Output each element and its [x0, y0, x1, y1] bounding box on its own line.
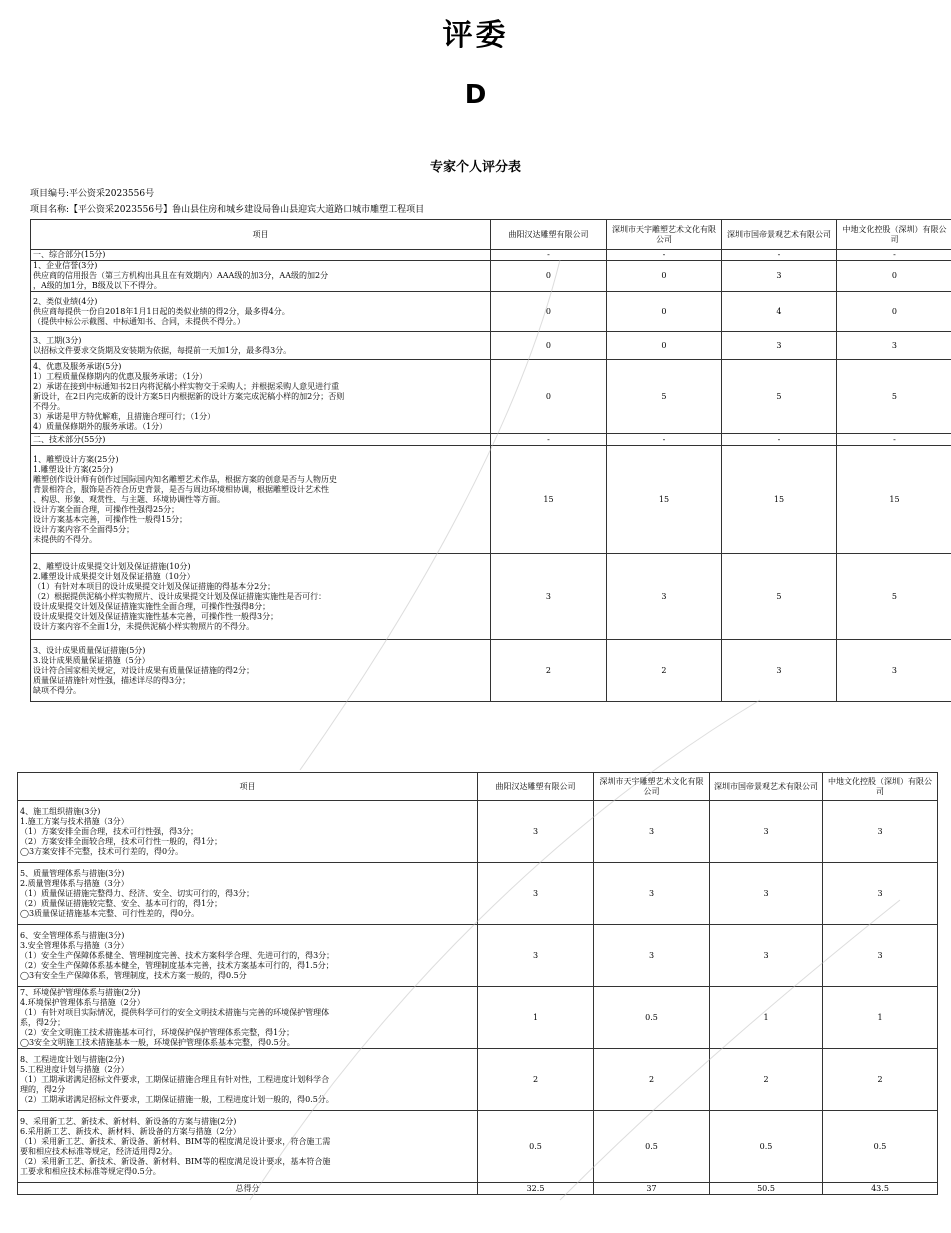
score-cell-bidder-3: 0.5 — [710, 1111, 823, 1183]
score-cell-bidder-3: 3 — [721, 640, 836, 702]
score-cell-bidder-2: 5 — [606, 360, 721, 434]
score-cell-bidder-1: 0 — [490, 292, 606, 332]
score-cell-bidder-3: 3 — [710, 925, 823, 987]
project-number: 项目编号:平公资采2023556号 — [30, 189, 155, 199]
t2-row — [18, 987, 938, 1049]
criteria-cell — [31, 434, 491, 446]
criteria-line: 新设计，在2日内完成新的设计方案5日内根据新的设计方案完成泥稿小样的加2分；否则 — [33, 391, 345, 401]
criteria-line: （1）有针对本项目的设计成果提交计划及保证措施的得基本分2分； — [33, 581, 276, 591]
score-cell-bidder-2: 3 — [606, 554, 721, 640]
score-cell-bidder-3: 5 — [721, 554, 836, 640]
criteria-line: （2）质量保证措施较完整、安全、基本可行的，得1分； — [20, 898, 223, 908]
score-cell-bidder-4: 3 — [823, 863, 938, 925]
criteria-line: （2）工期承诺满足招标文件要求，工期保证措施一般，工程进度计划一般的，得0.5分。 — [20, 1094, 334, 1104]
header-bidder-3: 深圳市国帝景观艺术有限公司 — [721, 220, 836, 250]
score-cell-bidder-1: 1 — [478, 987, 594, 1049]
criteria-line: 8、工程进度计划与措施(2分) — [20, 1054, 125, 1064]
criteria-line: 3）承诺是甲方特优解难，且措施合理可行；（1分） — [33, 411, 216, 421]
criteria-line: 5、质量管理体系与措施(3分) — [20, 868, 125, 878]
header-bidder-4: 中地文化控股（深圳）有限公司 — [836, 220, 951, 250]
score-cell-bidder-3: 15 — [721, 446, 836, 554]
header-item: 项目 — [18, 773, 478, 801]
score-cell-bidder-2: - — [606, 250, 721, 261]
score-cell-bidder-3: 50.5 — [710, 1183, 823, 1195]
score-cell-bidder-4: 15 — [836, 446, 951, 554]
criteria-line: 4、施工组织措施(3分) — [20, 806, 101, 816]
criteria-line: ◯3质量保证措施基本完整、可行性差的，得0分。 — [20, 908, 200, 918]
score-cell-bidder-2: - — [606, 434, 721, 446]
score-cell-bidder-1: 2 — [478, 1049, 594, 1111]
score-cell-bidder-1: 0 — [490, 360, 606, 434]
criteria-line: 3、工期(3分) — [33, 335, 82, 345]
criteria-cell — [18, 1049, 478, 1111]
criteria-line: 7、环境保护管理体系与措施(2分) — [20, 987, 141, 997]
criteria-line: 3.安全管理体系与措施（3分） — [20, 940, 129, 950]
score-cell-bidder-2: 2 — [606, 640, 721, 702]
criteria-cell — [31, 446, 491, 554]
t1-row — [31, 640, 951, 702]
t2-row — [18, 863, 938, 925]
score-cell-bidder-2: 3 — [594, 925, 710, 987]
score-table-1 — [30, 219, 951, 702]
criteria-line: 供应商每提供一份自2018年1月1日起的类似业绩的得2分，最多得4分。 — [33, 306, 290, 316]
criteria-cell — [31, 332, 491, 360]
criteria-line: （2）安全生产保障体系基本健全，管理制度基本完善，技术方案基本可行的，得1.5分； — [20, 960, 334, 970]
score-cell-bidder-2: 15 — [606, 446, 721, 554]
score-cell-bidder-4: 3 — [836, 332, 951, 360]
criteria-line: 2）承诺在接到中标通知书2日内将泥稿小样实物交于采购人；并根据采购人意见进行重 — [33, 381, 340, 391]
criteria-line: 2.质量管理体系与措施（3分） — [20, 878, 129, 888]
criteria-line: 设计方案基本完善，可操作性一般得15分； — [33, 514, 188, 524]
criteria-line: 2、雕塑设计成果提交计划及保证措施(10分) — [33, 561, 191, 571]
criteria-line: 1.施工方案与技术措施（3分） — [20, 816, 129, 826]
score-cell-bidder-1: 32.5 — [478, 1183, 594, 1195]
score-cell-bidder-4: 2 — [823, 1049, 938, 1111]
score-cell-bidder-3: 1 — [710, 987, 823, 1049]
score-cell-bidder-4: - — [836, 434, 951, 446]
t2-row — [18, 1049, 938, 1111]
score-cell-bidder-1: 2 — [490, 640, 606, 702]
criteria-line: 要和相应技术标准等规定，经济适用得2分。 — [20, 1146, 178, 1156]
t2-row — [18, 801, 938, 863]
criteria-cell — [31, 250, 491, 261]
criteria-line: 2、类似业绩(4分) — [33, 296, 98, 306]
criteria-cell — [31, 640, 491, 702]
score-cell-bidder-1: 0 — [490, 332, 606, 360]
criteria-line: 工要求和相应技术标准等规定得0.5分。 — [20, 1166, 161, 1176]
criteria-line: 4、优惠及服务承诺(5分) — [33, 361, 122, 371]
criteria-line: 一、综合部分(15分) — [33, 250, 106, 259]
t1-row — [31, 332, 951, 360]
score-cell-bidder-2: 0 — [606, 332, 721, 360]
t1-row — [31, 292, 951, 332]
score-cell-bidder-4: 43.5 — [823, 1183, 938, 1195]
criteria-line: 6、安全管理体系与措施(3分) — [20, 930, 125, 940]
criteria-cell — [31, 360, 491, 434]
criteria-line: ◯3有安全生产保障体系，管理制度，技术方案一般的，得0.5分 — [20, 970, 247, 980]
criteria-line: 9、采用新工艺、新技术、新材料、新设备的方案与措施(2分) — [20, 1116, 237, 1126]
score-cell-bidder-3: - — [721, 434, 836, 446]
criteria-cell — [18, 987, 478, 1049]
score-cell-bidder-1: - — [490, 434, 606, 446]
criteria-cell — [18, 1183, 478, 1195]
criteria-line: （2）根据提供泥稿小样实物照片、设计成果提交计划及保证措施实施性是否可行： — [33, 591, 327, 601]
t1-row — [31, 434, 951, 446]
criteria-line: 1.雕塑设计方案(25分) — [33, 464, 114, 474]
criteria-cell — [18, 801, 478, 863]
criteria-line: （1）方案安排全面合理，技术可行性强，得3分； — [20, 826, 199, 836]
score-cell-bidder-4: 3 — [823, 925, 938, 987]
header-item: 项目 — [31, 220, 491, 250]
score-cell-bidder-3: - — [721, 250, 836, 261]
score-cell-bidder-4: 0 — [836, 261, 951, 292]
criteria-line: （2）采用新工艺、新技术、新设备、新材料、BIM等的程度满足设计要求，基本符合施 — [20, 1156, 331, 1166]
criteria-line: 供应商的信用报告（第三方机构出具且在有效期内）AAA级的加3分，AA级的加2分 — [33, 271, 329, 280]
criteria-line: 设计成果提交计划及保证措施实施性全面合理，可操作性强得8分； — [33, 601, 271, 611]
score-cell-bidder-3: 3 — [721, 332, 836, 360]
criteria-cell — [31, 261, 491, 292]
score-cell-bidder-3: 3 — [710, 801, 823, 863]
score-cell-bidder-3: 4 — [721, 292, 836, 332]
score-cell-bidder-3: 3 — [721, 261, 836, 292]
criteria-line: 系，得2分； — [20, 1017, 66, 1027]
criteria-line: ，A级的加1分，B级及以下不得分。 — [33, 281, 162, 290]
t2-row — [18, 1183, 938, 1195]
criteria-line: 1、雕塑设计方案(25分) — [33, 454, 119, 464]
score-cell-bidder-3: 3 — [710, 863, 823, 925]
criteria-line: 二、技术部分(55分) — [33, 434, 106, 444]
criteria-cell — [18, 1111, 478, 1183]
project-name: 项目名称:【平公资采2023556号】鲁山县住房和城乡建设局鲁山县迎宾大道路口城市雕塑工程项目 — [30, 205, 425, 215]
score-cell-bidder-4: 5 — [836, 360, 951, 434]
criteria-line: 设计方案全面合理，可操作性强得25分； — [33, 504, 180, 514]
criteria-cell — [31, 554, 491, 640]
criteria-line: （2）方案安排全面较合理，技术可行性一般的，得1分； — [20, 836, 223, 846]
criteria-line: 不得分。 — [33, 401, 65, 411]
criteria-line: 设计方案内容不全面1分，未提供泥稿小样实物照片的不得分。 — [33, 621, 255, 631]
score-cell-bidder-4: 0 — [836, 292, 951, 332]
score-cell-bidder-1: 0.5 — [478, 1111, 594, 1183]
header-bidder-3: 深圳市国帝景观艺术有限公司 — [710, 773, 823, 801]
criteria-line: 以招标文件要求交货期及安装期为依据，每提前一天加1分，最多得3分。 — [33, 345, 292, 355]
criteria-line: （1）安全生产保障体系健全、管理制度完善、技术方案科学合理、先进可行的，得3分； — [20, 950, 335, 960]
criteria-line: （提供中标公示截图、中标通知书、合同，未提供不得分。） — [33, 316, 245, 326]
criteria-line: 3、设计成果质量保证措施(5分) — [33, 645, 146, 655]
criteria-line: 2.雕塑设计成果提交计划及保证措施（10分） — [33, 571, 195, 581]
header-bidder-1: 曲阳汉达雕塑有限公司 — [478, 773, 594, 801]
score-cell-bidder-2: 0.5 — [594, 1111, 710, 1183]
criteria-cell — [18, 863, 478, 925]
score-cell-bidder-1: 3 — [478, 801, 594, 863]
score-cell-bidder-1: 0 — [490, 261, 606, 292]
score-cell-bidder-4: 0.5 — [823, 1111, 938, 1183]
criteria-line: （2）安全文明施工技术措施基本可行，环境保护保护管理体系完整，得1分； — [20, 1027, 295, 1037]
criteria-line: 4）质量保修期外的服务承诺。（1分） — [33, 421, 168, 431]
t1-row — [31, 554, 951, 640]
score-cell-bidder-4: 1 — [823, 987, 938, 1049]
score-cell-bidder-1: 3 — [478, 863, 594, 925]
criteria-line: 总得分 — [235, 1183, 260, 1193]
criteria-line: （1）工期承诺满足招标文件要求，工期保证措施合理且有针对性，工程进度计划科学合 — [20, 1074, 330, 1084]
criteria-cell — [18, 925, 478, 987]
criteria-line: 雕塑创作设计师有创作过国际国内知名雕塑艺术作品，根据方案的创意是否与人物历史 — [33, 474, 337, 484]
criteria-line: 缺项不得分。 — [33, 685, 81, 695]
score-cell-bidder-2: 37 — [594, 1183, 710, 1195]
criteria-line: 1）工程质量保修期内的优惠及服务承诺；（1分） — [33, 371, 208, 381]
score-table-2 — [17, 772, 938, 1195]
score-cell-bidder-1: - — [490, 250, 606, 261]
score-cell-bidder-1: 3 — [478, 925, 594, 987]
criteria-line: 、构思、形象、观赏性、与主题、环境协调性等方面。 — [33, 494, 225, 504]
criteria-line: 设计成果提交计划及保证措施实施性基本完善，可操作性一般得3分； — [33, 611, 279, 621]
criteria-line: 设计方案内容不全面得5分； — [33, 524, 135, 534]
criteria-line: 理的，得2分 — [20, 1084, 66, 1094]
t2-row — [18, 1111, 938, 1183]
score-cell-bidder-2: 0 — [606, 292, 721, 332]
criteria-line: （1）质量保证措施完整得力、经济、安全、切实可行的，得3分； — [20, 888, 255, 898]
criteria-line: （1）有针对项目实际情况，提供科学可行的安全文明技术措施与完善的环境保护管理体 — [20, 1007, 330, 1017]
criteria-cell — [31, 292, 491, 332]
score-cell-bidder-4: 3 — [836, 640, 951, 702]
form-title: 专家个人评分表 — [429, 160, 521, 175]
score-cell-bidder-1: 3 — [490, 554, 606, 640]
t1-row — [31, 261, 951, 292]
header-bidder-4: 中地文化控股（深圳）有限公司 — [823, 773, 938, 801]
t1-row — [31, 360, 951, 434]
score-cell-bidder-2: 0.5 — [594, 987, 710, 1049]
criteria-line: 6.采用新工艺、新技术、新材料、新设备的方案与措施（2分） — [20, 1126, 241, 1136]
score-cell-bidder-4: - — [836, 250, 951, 261]
score-cell-bidder-2: 3 — [594, 863, 710, 925]
reviewer-letter: D — [464, 80, 487, 110]
score-cell-bidder-1: 15 — [490, 446, 606, 554]
header-bidder-2: 深圳市天宇雕塑艺术文化有限公司 — [606, 220, 721, 250]
t1-row — [31, 250, 951, 261]
score-cell-bidder-4: 3 — [823, 801, 938, 863]
header-bidder-1: 曲阳汉达雕塑有限公司 — [490, 220, 606, 250]
criteria-line: （1）采用新工艺、新技术、新设备、新材料、BIM等的程度满足设计要求，符合施工需 — [20, 1136, 331, 1146]
criteria-line: 5.工程进度计划与措施（2分） — [20, 1064, 129, 1074]
t2-row — [18, 925, 938, 987]
score-cell-bidder-4: 5 — [836, 554, 951, 640]
score-cell-bidder-2: 3 — [594, 801, 710, 863]
score-cell-bidder-3: 2 — [710, 1049, 823, 1111]
page-title: 评委 — [442, 18, 509, 53]
score-cell-bidder-2: 0 — [606, 261, 721, 292]
criteria-line: 1、企业信誉(3分) — [33, 261, 98, 270]
t1-row — [31, 446, 951, 554]
score-cell-bidder-3: 5 — [721, 360, 836, 434]
criteria-line: ◯3安全文明施工技术措施基本一般，环境保护管理体系基本完整，得0.5分。 — [20, 1037, 295, 1047]
score-cell-bidder-2: 2 — [594, 1049, 710, 1111]
criteria-line: 质量保证措施针对性强，描述详尽的得3分； — [33, 675, 191, 685]
criteria-line: 3.设计成果质量保证措施（5分） — [33, 655, 150, 665]
criteria-line: 4.环境保护管理体系与措施（2分） — [20, 997, 145, 1007]
criteria-line: 设计符合国家相关规定，对设计成果有质量保证措施的得2分； — [33, 665, 255, 675]
criteria-line: ◯3方案安排不完整，技术可行差的，得0分。 — [20, 846, 184, 856]
criteria-line: 未提供的不得分。 — [33, 534, 97, 544]
header-bidder-2: 深圳市天宇雕塑艺术文化有限公司 — [594, 773, 710, 801]
criteria-line: 背景相符合，服饰是否符合历史背景，是否与周边环境相协调，根据雕塑设计艺术性 — [33, 484, 329, 494]
